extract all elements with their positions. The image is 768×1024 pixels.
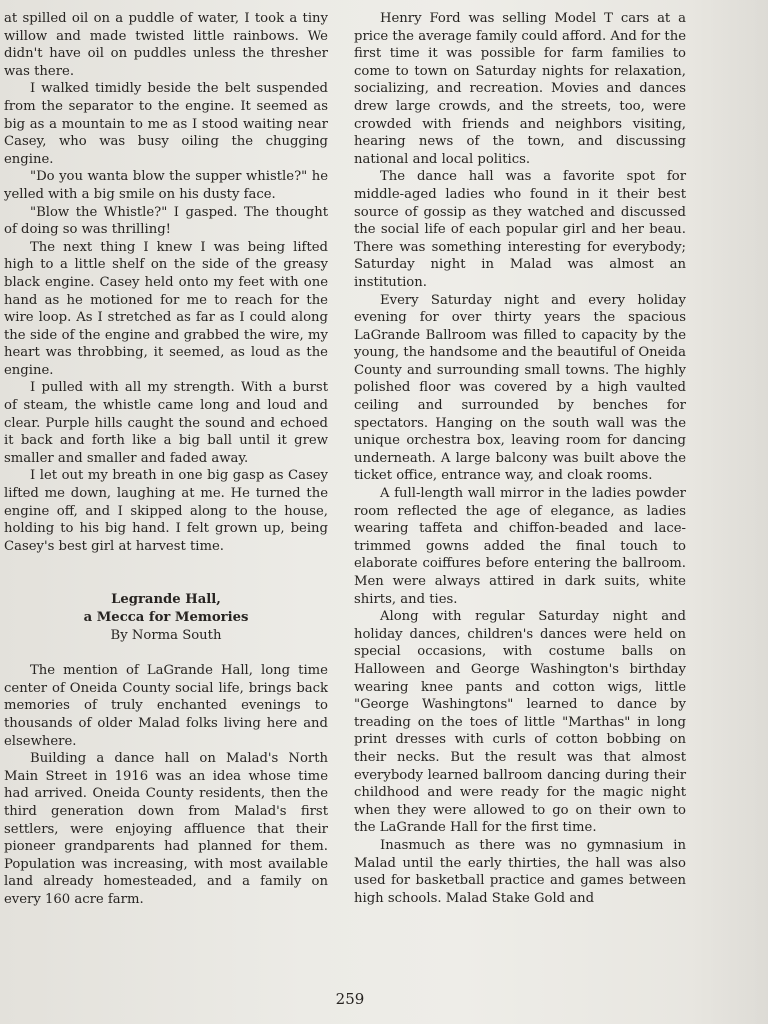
story-paragraph: at spilled oil on a puddle of water, I took a tiny willow and made twisted little rainbows. We didn't have oil on puddles unless the thresher was there. [4,11,328,79]
page-number: 259 [335,990,365,1008]
story-paragraph: I walked timidly beside the belt suspended from the separator to the engine. It seemed as big as a mountain to me as I stood waiting near Casey, who was busy oiling the chugging engine. [4,81,328,167]
article-byline: By Norma South [110,627,222,643]
article-paragraph: A full-length wall mirror in the ladies powder room reflected the age of elegance, as ladies wearing taffeta and chiffon-beaded and lace-trimmed gowns added the final touch to elaborate coiffures before entering the ballroom. Men were always attired in dark suits, white shirts, and ties. [354,486,686,607]
story-paragraph: I pulled with all my strength. With a burst of steam, the whistle came long and loud and clear. Purple hills caught the sound and echoed it back and forth like a big ball until it grew smaller and smaller and faded away. [4,380,328,466]
left-column [4,10,328,909]
story-paragraph: I let out my breath in one big gasp as Casey lifted me down, laughing at me. He turned the engine off, and I skipped along to the house, holding to his big hand. I felt grown up, being Casey's best girl at harvest time. [4,468,328,554]
story-paragraph: The next thing I knew I was being lifted high to a little shelf on the side of the greasy black engine. Casey held onto my feet with one hand as he motioned for me to reach for the wire loop. As I stretched as far as I could along the side of the engine and grabbed the wire, my heart was throbbing, it seemed, as loud as the engine. [4,239,328,378]
article-paragraph: Building a dance hall on Malad's North Main Street in 1916 was an idea whose time had arrived. Oneida County residents, then the third generation down from Malad's first settlers, were enjoying affluence that their pioneer grandparents had planned for them. Population was increasing, with most available land already homesteaded, and a family on every 160 acre farm. [4,751,328,907]
right-column [354,10,686,907]
article-paragraph: Along with regular Saturday night and holiday dances, children's dances were held on special occasions, with costume balls on Halloween and George Washington's birthday wearing knee pants and cotton wigs, little "George Washingtons" learned to dance by treading on the toes of little "Marthas" in long print dresses with curls of cotton bobbing on their necks. But the result was that almost everybody learned ballroom dancing during their childhood and were ready for the magic night when they were allowed to go on their own to the LaGrande Hall for the first time. [354,609,686,836]
article-paragraph: Henry Ford was selling Model T cars at a price the average family could afford. And for the first time it was possible for farm families to come to town on Saturday nights for relaxation, socializing, and recreation. Movies and dances drew large crowds, and the streets, too, were crowded with friends and neighbors visiting, hearing news of the town, and discussing national and local politics. [354,11,686,167]
article-title-line-2: a Mecca for Memories [83,610,249,625]
article-paragraph: The dance hall was a favorite spot for middle-aged ladies who found in it their best source of gossip as they watched and discussed the social life of each popular girl and her beau. There was something interesting for everybody; Saturday night in Malad was almost an institution. [354,169,686,290]
story-paragraph: "Do you wanta blow the supper whistle?" he yelled with a big smile on his dusty face. [4,169,328,202]
article-paragraph: Every Saturday night and every holiday evening for over thirty years the spacious LaGrande Ballroom was filled to capacity by the young, the handsome and the beautiful of Oneida County and surrounding small towns. The highly polished floor was covered by a high vaulted ceiling and surrounded by benches for spectators. Hanging on the south wall was the unique orchestra box, leaving room for dancing underneath. A large balcony was built above the ticket office, entrance way, and cloak rooms. [354,292,686,484]
article-title-line-1: Legrande Hall, [111,592,221,608]
article-paragraph: Inasmuch as there was no gymnasium in Malad until the early thirties, the hall was also used for basketball practice and games between high schools. Malad Stake Gold and [354,837,686,906]
article-paragraph: The mention of LaGrande Hall, long time center of Oneida County social life, brings back memories of truly enchanted evenings to thousands of older Malad folks living here and elsewhere. [4,663,328,749]
page-shadow [688,0,768,1024]
article-heading [4,591,328,644]
story-paragraph: "Blow the Whistle?" I gasped. The thought of doing so was thrilling! [4,204,328,238]
